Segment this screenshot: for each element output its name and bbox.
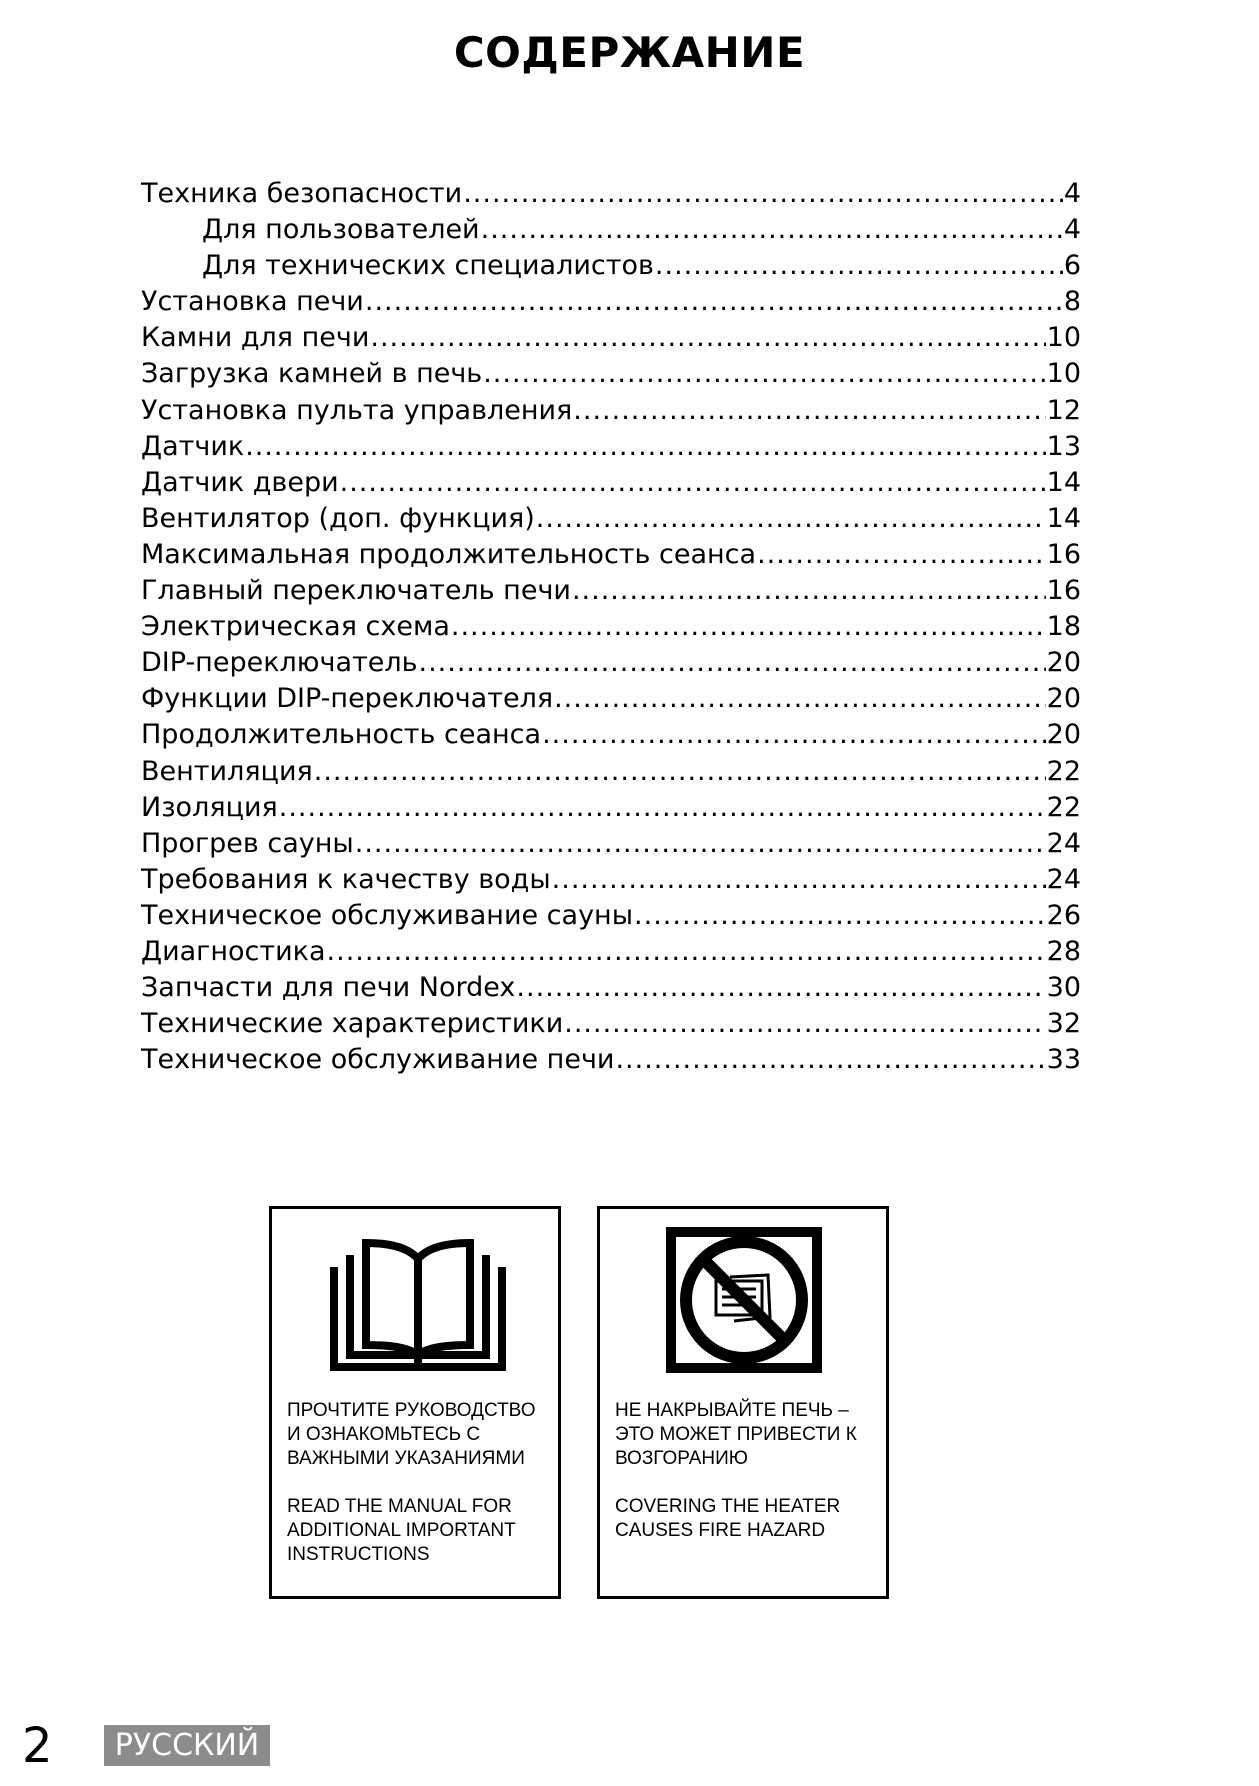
toc-leader-dots [564,1006,1045,1042]
toc-entry-label: Вентилятор (доп. функция) [141,502,535,534]
toc-leader-dots [634,898,1046,934]
toc-leader-dots [419,645,1046,681]
toc-leader-dots [572,573,1046,609]
toc-entry [141,320,1081,356]
toc-leader-dots [245,429,1045,465]
toc-entry-label: Вентиляция [141,755,313,787]
read-manual-icon [328,1237,508,1377]
toc-leader-dots [327,934,1046,970]
toc-entry [141,790,1081,826]
toc-leader-dots [365,284,1063,320]
toc-entry-page: 30 [1046,972,1081,1004]
toc-entry [141,862,1081,898]
toc-entry [141,1042,1081,1078]
toc-leader-dots [615,1042,1045,1078]
toc-entry-page: 14 [1046,502,1081,534]
toc-entry-label: Датчик [141,430,245,462]
toc-leader-dots [340,465,1046,501]
toc-entry [141,934,1081,970]
toc-entry-label: Продолжительность сеанса [141,719,542,751]
toc-entry [141,970,1081,1006]
toc-entry-label: Техника безопасности [141,178,463,209]
toc-entry-label: Технические характеристики [141,1008,564,1040]
toc-entry-page: 4 [1063,214,1081,246]
toc-entry-page: 16 [1046,575,1081,607]
toc-entry [141,212,1081,248]
toc-entry-page: 20 [1046,647,1081,679]
toc-entry-page: 13 [1046,430,1081,462]
toc-leader-dots [573,393,1045,429]
toc-leader-dots [536,501,1046,537]
toc-entry-label: DIP-переключатель [141,647,418,679]
toc-entry-label: Электрическая схема [141,611,450,643]
toc-leader-dots [279,790,1046,826]
toc-entry-page: 22 [1046,791,1081,823]
toc-entry-label: Функции DIP-переключателя [141,683,554,715]
toc-entry-label: Датчик двери [141,466,339,498]
toc-entry [141,681,1081,717]
toc-leader-dots [355,826,1046,862]
toc-entry-label: Загрузка камней в печь [141,358,483,390]
toc-entry-label: Требования к качеству воды [141,863,551,895]
toc-entry [141,537,1081,573]
toc-leader-dots [516,970,1045,1006]
toc-entry [141,609,1081,645]
toc-entry-label: Прогрев сауны [141,827,354,859]
toc-entry [141,356,1081,392]
page-title: СОДЕРЖАНИЕ [453,28,806,77]
toc-entry [141,898,1081,934]
toc-entry [141,429,1081,465]
toc-entry-label: Диагностика [141,935,326,967]
toc-entry-page: 14 [1046,466,1081,498]
toc-leader-dots [481,212,1063,248]
toc-leader-dots [554,681,1046,717]
toc-entry-page: 4 [1063,178,1081,209]
toc-entry [141,465,1081,501]
toc-entry-page: 32 [1046,1008,1081,1040]
toc-entry-page: 10 [1046,322,1081,354]
toc-leader-dots [451,609,1046,645]
toc-entry-label: Техническое обслуживание сауны [141,899,634,931]
toc-leader-dots [655,248,1063,284]
toc-entry-page: 24 [1046,863,1081,895]
toc-entry-label: Камни для печи [141,322,370,354]
toc-entry-label: Для пользователей [202,214,480,246]
toc-entry [141,717,1081,753]
toc-entry-page: 18 [1046,611,1081,643]
toc-entry-label: Установка пульта управления [141,394,573,426]
toc-entry-page: 33 [1046,1044,1081,1076]
toc-entry [141,573,1081,609]
toc-entry-page: 10 [1046,358,1081,390]
notice-read-manual [269,1206,561,1599]
toc-entry-page: 26 [1046,899,1081,931]
toc-entry-page: 20 [1046,683,1081,715]
toc-entry-page: 12 [1046,394,1081,426]
toc-entry-label: Для технических специалистов [202,250,654,282]
table-of-contents [141,176,1081,1078]
toc-entry [141,645,1081,681]
toc-entry [141,826,1081,862]
language-badge: РУССКИЙ [104,1725,270,1766]
toc-entry-label: Изоляция [141,791,278,823]
toc-entry-page: 24 [1046,827,1081,859]
toc-entry-label: Главный переключатель печи [141,575,571,607]
notice-ru-text: НЕ НАКРЫВАЙТЕ ПЕЧЬ – ЭТО МОЖЕТ ПРИВЕСТИ К ВОЗГОРАНИЮ [615,1400,857,1469]
toc-entry-label: Установка печи [141,286,364,318]
notice-do-not-cover [597,1206,889,1599]
toc-entry-page: 28 [1046,935,1081,967]
toc-leader-dots [463,176,1063,212]
toc-entry-page: 6 [1063,250,1081,282]
toc-entry [141,284,1081,320]
toc-entry-page: 16 [1046,538,1081,570]
toc-leader-dots [483,356,1045,392]
toc-leader-dots [542,717,1046,753]
toc-entry [141,1006,1081,1042]
toc-entry [141,176,1081,212]
toc-leader-dots [757,537,1046,573]
toc-entry [141,501,1081,537]
toc-leader-dots [370,320,1045,356]
toc-entry-page: 22 [1046,755,1081,787]
toc-leader-dots [552,862,1046,898]
notice-en-text: COVERING THE HEATER CAUSES FIRE HAZARD [615,1496,841,1541]
toc-leader-dots [314,754,1046,790]
toc-entry [141,248,1081,284]
toc-entry-page: 8 [1063,286,1081,318]
toc-entry [141,754,1081,790]
toc-entry-label: Максимальная продолжительность сеанса [141,538,757,570]
toc-entry-label: Запчасти для печи Nordex [141,972,516,1004]
page-number: 2 [22,1718,53,1774]
notice-en-text: READ THE MANUAL FOR ADDITIONAL IMPORTANT INSTRUCTIONS [287,1496,516,1565]
toc-entry-page: 20 [1046,719,1081,751]
toc-entry [141,393,1081,429]
toc-entry-label: Техническое обслуживание печи [141,1044,615,1076]
do-not-cover-icon [664,1225,824,1375]
notice-ru-text: ПРОЧТИТЕ РУКОВОДСТВО И ОЗНАКОМЬТЕСЬ С ВАЖНЫМИ УКАЗАНИЯМИ [287,1400,536,1469]
